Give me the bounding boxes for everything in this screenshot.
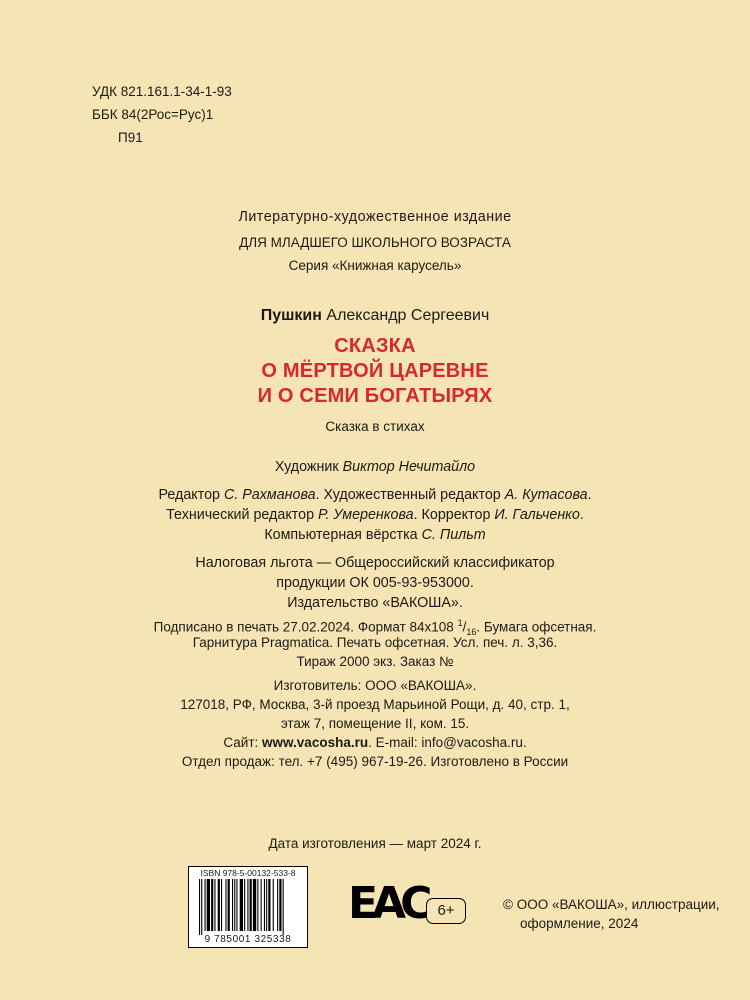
art-editor-label: . Художественный редактор	[315, 487, 501, 503]
barcode-bar	[232, 879, 233, 931]
tax-line-3: Издательство «ВАКОША».	[287, 595, 463, 611]
barcode-bars	[189, 879, 307, 935]
barcode-bar	[218, 879, 220, 931]
tax-line-2: продукции ОК 005-93-953000.	[276, 575, 474, 591]
print-signed-b: . Бумага офсетная.	[476, 619, 597, 635]
barcode-bar	[205, 879, 206, 931]
art-editor-name: А. Кутасова	[504, 487, 588, 503]
age-rating-badge: 6+	[426, 898, 466, 924]
format-fraction-den: 16	[466, 627, 477, 638]
print-signed: Подписано в печать 27.02.2024. Формат 84x108 $^1/_{16}$. Бумага офсетная.	[153, 618, 597, 638]
eac-mark: EAC	[348, 878, 427, 929]
copyright-line-1: © ООО «ВАКОША», иллюстрации,	[503, 897, 720, 912]
site-link[interactable]: www.vacosha.ru	[262, 735, 369, 750]
editor-label: Редактор	[158, 487, 221, 503]
tech-editor-label: Технический редактор	[166, 507, 315, 523]
layout-credit	[0, 525, 750, 545]
barcode-bar	[266, 879, 267, 931]
title-line-1: СКАЗКА	[334, 335, 416, 357]
barcode-bar	[257, 879, 258, 931]
production-date: Дата изготовления — март 2024 г.	[268, 836, 482, 851]
barcode-bar	[268, 879, 270, 931]
barcode-bar	[236, 879, 237, 931]
barcode-bar	[247, 879, 248, 931]
udk-code: УДК 821.161.1-34-1-93	[92, 84, 232, 99]
barcode-bar	[250, 879, 252, 931]
tax-line-1: Налоговая льгота — Общероссийский классификатор	[195, 555, 555, 571]
site-label: Сайт:	[223, 735, 259, 750]
barcode-bar	[273, 879, 274, 931]
barcode-bar	[207, 879, 210, 931]
barcode-bar	[228, 879, 230, 931]
print-signed-a: Подписано в печать 27.02.2024. Формат 84x108	[153, 619, 454, 635]
barcode-bar	[234, 879, 235, 931]
barcode-bar	[279, 879, 281, 931]
barcode-bar	[261, 879, 262, 931]
manufacturer-line-1: Изготовитель: ООО «ВАКОША».	[273, 678, 477, 693]
barcode-digits: 9 785001 325338	[204, 934, 292, 945]
manufacturer-line-3: этаж 7, помещение II, ком. 15.	[280, 716, 470, 731]
title-line-3: И О СЕМИ БОГАТЫРЯХ	[257, 385, 493, 407]
copyright-line-2: оформление, 2024	[520, 916, 639, 931]
barcode-bar	[277, 879, 278, 931]
editor-name: С. Рахманова	[224, 487, 316, 503]
print-run: Тираж 2000 экз. Заказ №	[296, 654, 454, 669]
edition-audience: ДЛЯ МЛАДШЕГО ШКОЛЬНОГО ВОЗРАСТА	[239, 235, 511, 250]
sales-line: Отдел продаж: тел. +7 (495) 967-19-26. Изготовлено в России	[181, 754, 569, 769]
barcode-bar	[264, 879, 265, 931]
barcode-bar	[240, 879, 243, 931]
isbn-label: ISBN 978-5-00132-533-8	[200, 868, 296, 878]
bbk-code: ББК 84(2Рос=Рус)1	[92, 107, 214, 122]
barcode	[188, 866, 308, 948]
artist-credit	[0, 457, 750, 477]
artist-label: Художник	[274, 459, 339, 475]
barcode-bar	[225, 879, 226, 931]
barcode-bar	[283, 879, 284, 935]
corrector-name: И. Гальченко	[494, 507, 580, 523]
corrector-label: . Корректор	[413, 507, 491, 523]
format-fraction-num: 1	[457, 618, 463, 628]
layout-label: Компьютерная вёрстка	[264, 527, 418, 543]
author-name: Александр Сергеевич	[326, 307, 490, 324]
edition-series: Серия «Книжная карусель»	[288, 258, 462, 273]
tech-editor-name: Р. Умеренкова	[318, 507, 414, 523]
edition-type: Литературно-художественное издание	[238, 209, 512, 225]
author-surname: Пушкин	[260, 307, 322, 324]
barcode-bar	[221, 879, 222, 931]
editors-credit: Редактор С. Рахманова. Художественный редактор А. Кутасова.	[158, 487, 592, 503]
barcode-bar	[199, 879, 200, 935]
barcode-bar	[201, 879, 202, 935]
barcode-bar	[211, 879, 213, 931]
artist-name: Виктор Нечитайло	[342, 459, 476, 475]
email-text: . E-mail: info@vacosha.ru.	[368, 735, 527, 750]
barcode-bar	[244, 879, 245, 931]
print-typeface: Гарнитура Pragmatica. Печать офсетная. Усл. печ. л. 3,36.	[192, 635, 558, 650]
manufacturer-line-2: 127018, РФ, Москва, 3-й проезд Марьиной Рощи, д. 40, стр. 1,	[180, 697, 570, 712]
manufacturer-web	[0, 734, 750, 751]
tech-credit: Технический редактор Р. Умеренкова. Корректор И. Гальченко.	[166, 507, 584, 523]
barcode-bar	[214, 879, 215, 931]
barcode-bar	[253, 879, 256, 931]
author-mark: П91	[118, 130, 143, 145]
layout-name: С. Пильт	[421, 527, 486, 543]
title-line-2: О МЁРТВОЙ ЦАРЕВНЕ	[261, 360, 489, 382]
subtitle: Сказка в стихах	[325, 419, 425, 434]
author	[0, 305, 750, 327]
